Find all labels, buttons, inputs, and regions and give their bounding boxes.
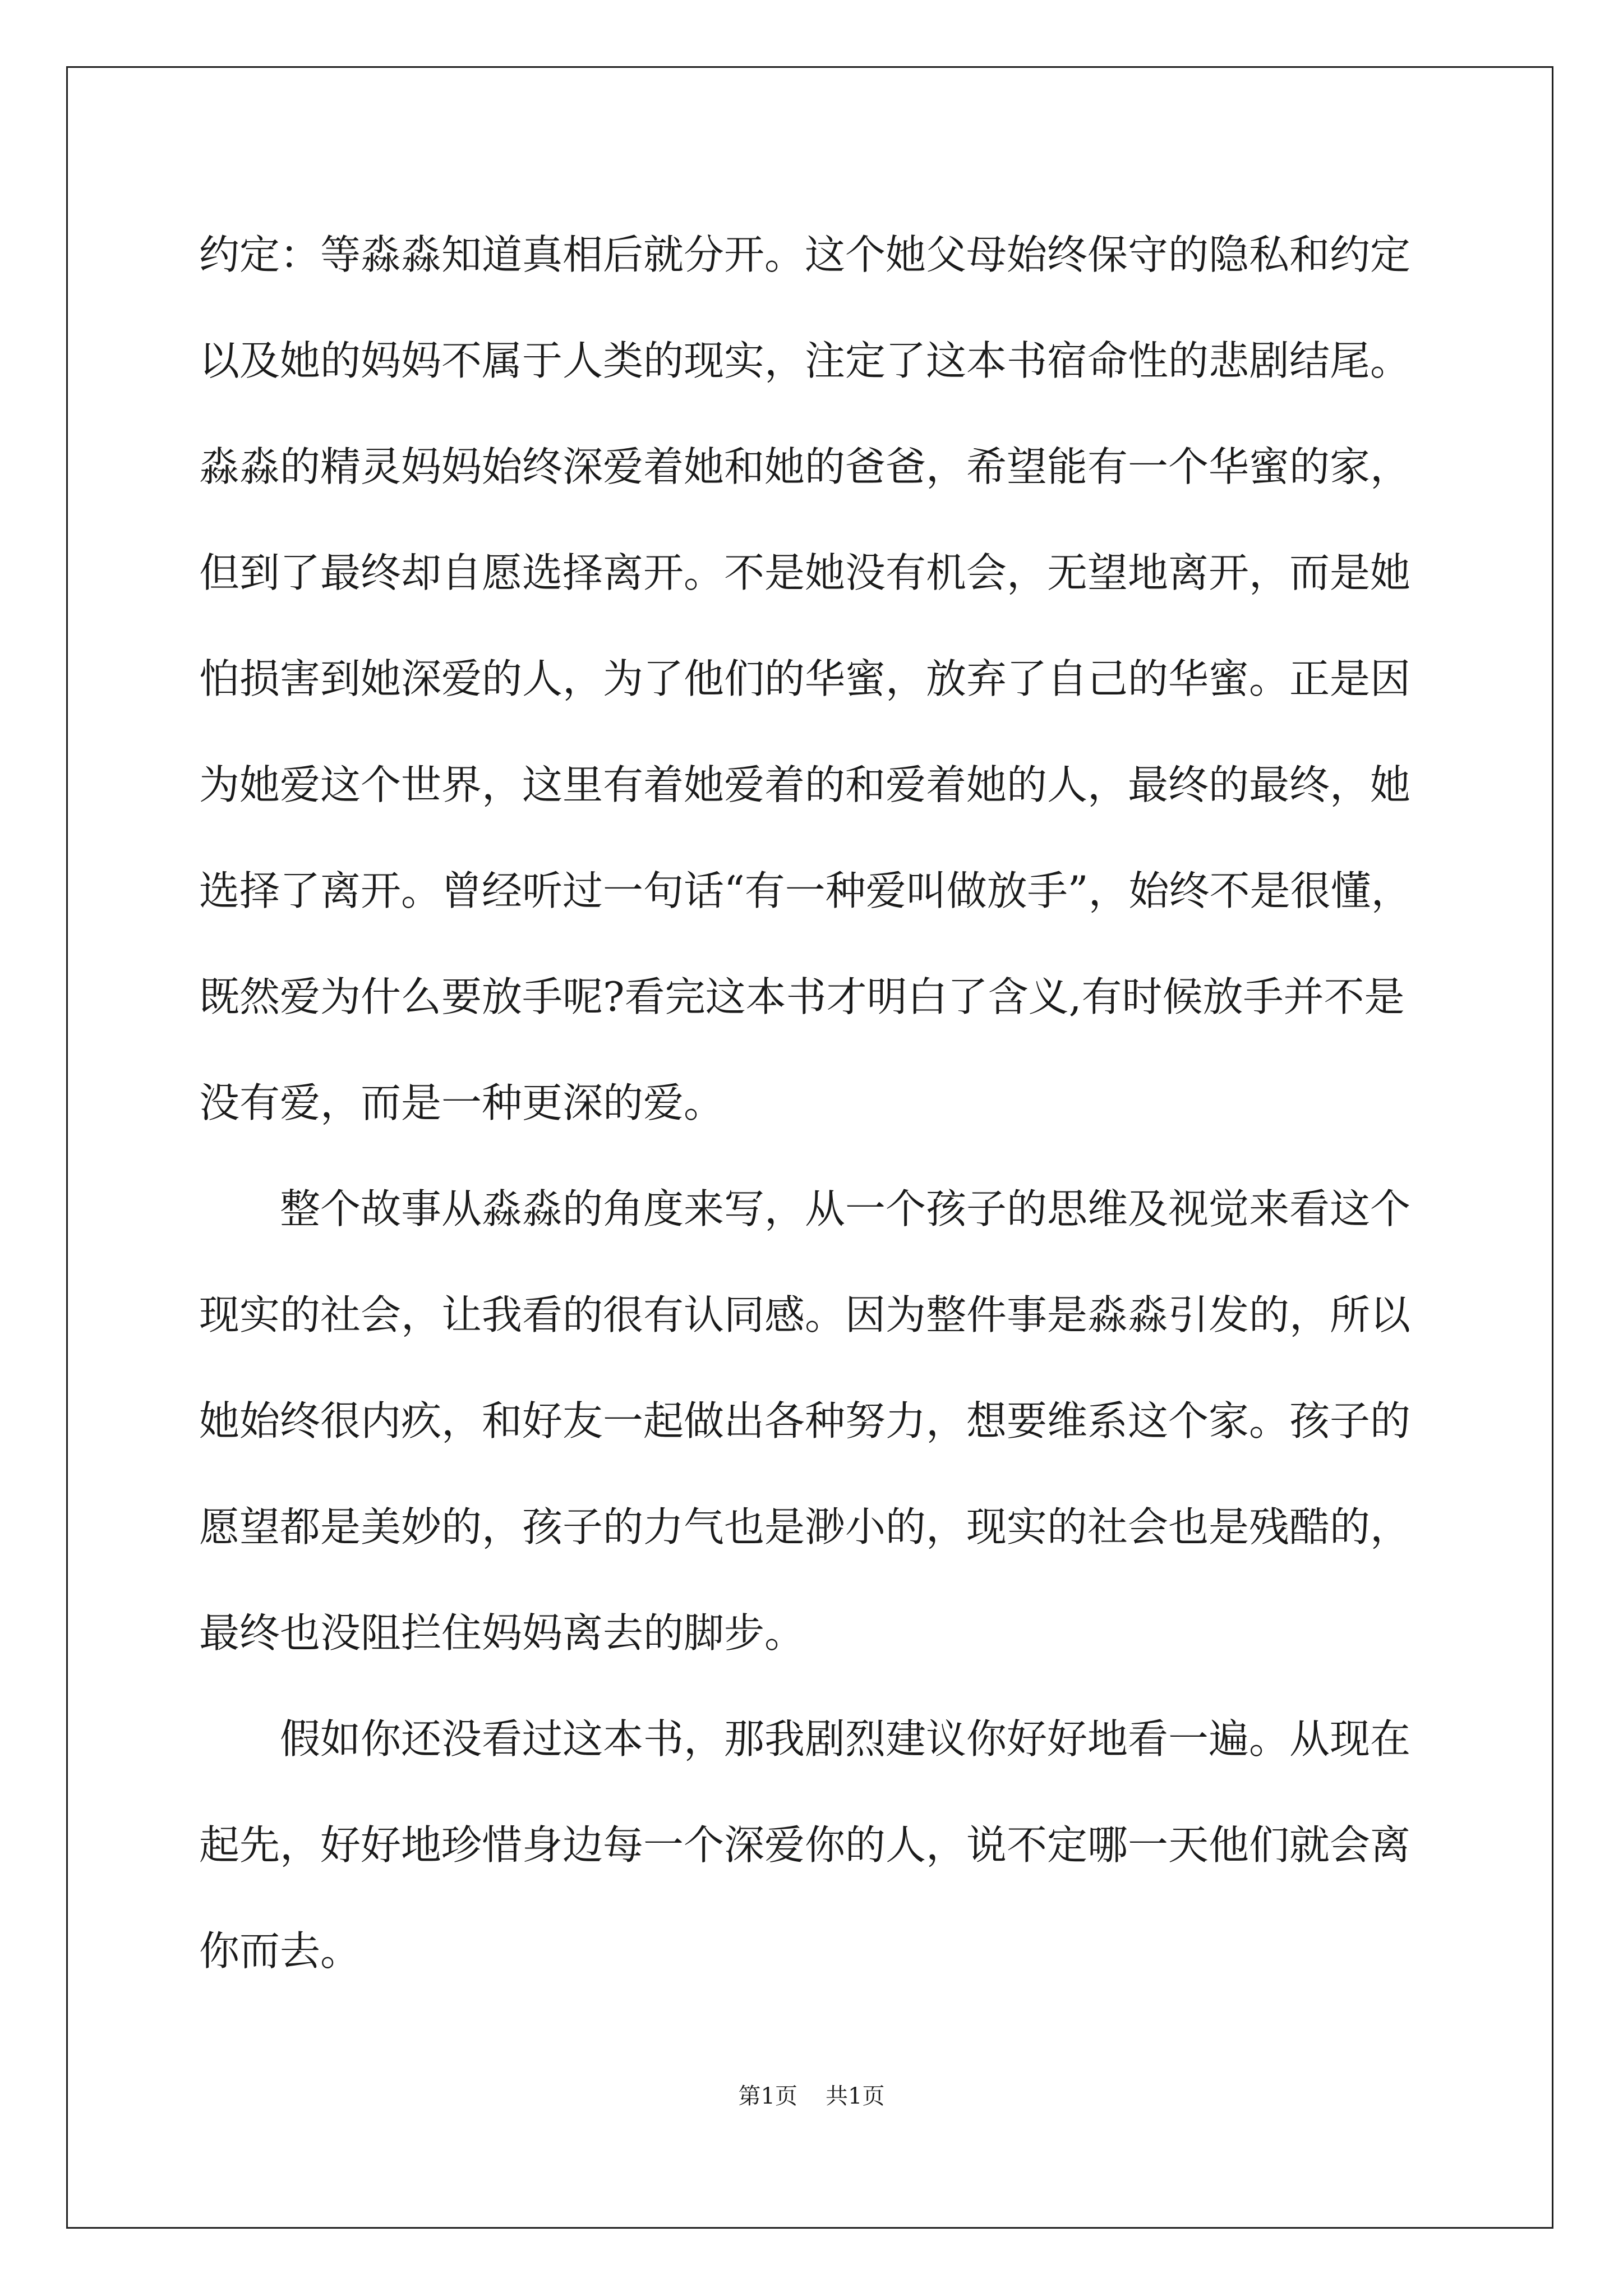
page-number-total: 共1页 <box>826 2083 885 2109</box>
text-line: 没有爱，而是一种更深的爱。 <box>199 1079 725 1126</box>
text-line: 但到了最终却自愿选择离开。不是她没有机会，无望地离开，而是她 <box>199 549 1411 596</box>
page-footer <box>0 2078 1623 2110</box>
text-line: 淼淼的精灵妈妈始终深爱着她和她的爸爸，希望能有一个华蜜的家， <box>199 443 1411 490</box>
text-line: 整个故事从淼淼的角度来写，从一个孩子的思维及视觉来看这个 <box>280 1185 1411 1232</box>
text-line: 为她爱这个世界，这里有着她爱着的和爱着她的人，最终的最终，她 <box>199 761 1411 808</box>
text-line: 假如你还没看过这本书，那我剧烈建议你好好地看一遍。从现在 <box>280 1715 1411 1763</box>
text-line: 以及她的妈妈不属于人类的现实，注定了这本书宿命性的悲剧结尾。 <box>199 337 1411 384</box>
text-line: 现实的社会，让我看的很有认同感。因为整件事是淼淼引发的，所以 <box>199 1291 1411 1338</box>
text-line: 起先，好好地珍惜身边每一个深爱你的人，说不定哪一天他们就会离 <box>199 1821 1411 1869</box>
text-line: 最终也没阻拦住妈妈离去的脚步。 <box>199 1609 805 1657</box>
text-line: 既然爱为什么要放手呢?看完这本书才明白了含义,有时候放手并不是 <box>199 973 1405 1020</box>
text-line: 选择了离开。曾经听过一句话“有一种爱叫做放手”，始终不是很懂， <box>199 867 1412 914</box>
text-line: 怕损害到她深爱的人，为了他们的华蜜，放弃了自己的华蜜。正是因 <box>199 655 1411 702</box>
document-body <box>199 202 1438 2004</box>
text-line: 她始终很内疚，和好友一起做出各种努力，想要维系这个家。孩子的 <box>199 1397 1411 1444</box>
text-line: 你而去。 <box>199 1927 361 1975</box>
page-number-current: 第1页 <box>738 2083 797 2109</box>
text-line: 约定：等淼淼知道真相后就分开。这个她父母始终保守的隐私和约定 <box>199 231 1411 278</box>
text-line: 愿望都是美妙的，孩子的力气也是渺小的，现实的社会也是残酷的， <box>199 1503 1411 1550</box>
